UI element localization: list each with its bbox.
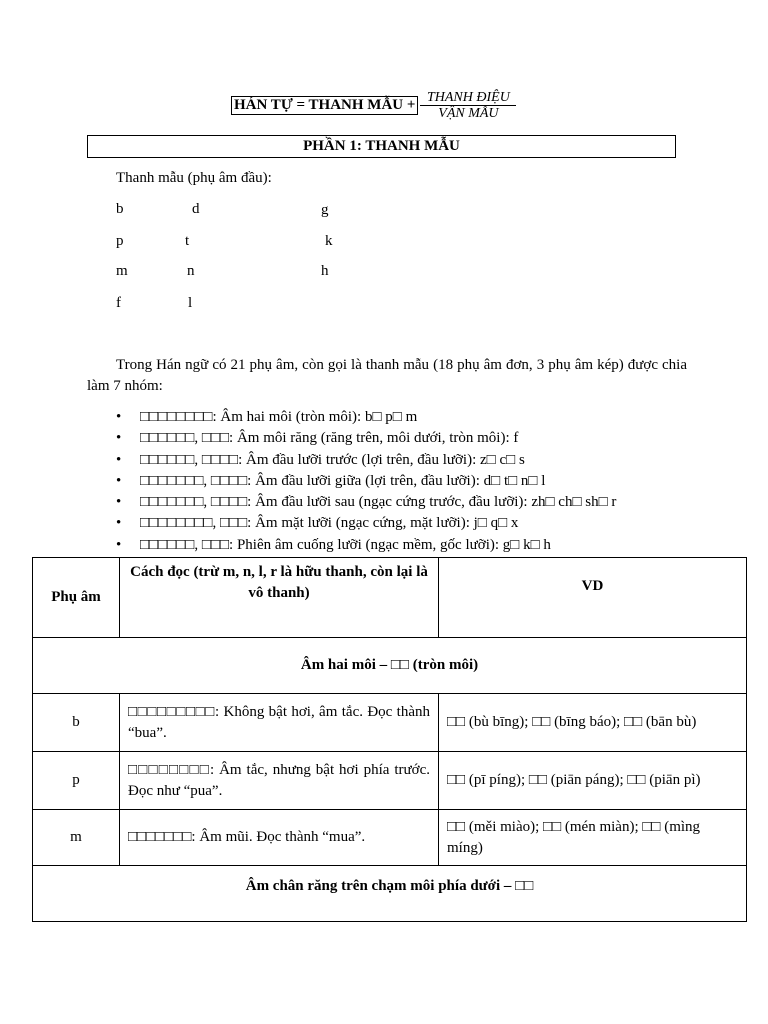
letter: b bbox=[116, 201, 124, 217]
formula-fraction bbox=[420, 90, 516, 121]
cell-letter: b bbox=[33, 694, 120, 752]
cell-description: □□□□□□□□: Âm tắc, nhưng bật hơi phía trước. Đọc như “pua”. bbox=[120, 752, 439, 810]
formula-lhs: HÁN TỰ = THANH MẪU + bbox=[231, 96, 418, 115]
section-title: PHẦN 1: THANH MẪU bbox=[87, 135, 676, 158]
group-row bbox=[33, 866, 747, 922]
letter: d bbox=[192, 201, 200, 217]
header-reading: Cách đọc (trừ m, n, l, r là hữu thanh, còn lại là vô thanh) bbox=[120, 558, 439, 638]
formula-denominator: VẬN MẪU bbox=[438, 105, 499, 121]
formula-numerator: THANH ĐIỆU bbox=[426, 89, 510, 105]
cell-example: □□ (bù bīng); □□ (bīng báo); □□ (bān bù) bbox=[439, 694, 747, 752]
list-item: • □□□□□□, □□□: Phiên âm cuống lưỡi (ngạc mềm, gốc lưỡi): g□ k□ h bbox=[110, 535, 616, 556]
group-row bbox=[33, 638, 747, 694]
cell-description: □□□□□□□□□: Không bật hơi, âm tắc. Đọc thành “bua”. bbox=[120, 694, 439, 752]
cell-example: □□ (pī píng); □□ (piān páng); □□ (piān pì) bbox=[439, 752, 747, 810]
list-item: • □□□□□□□, □□□□: Âm đầu lưỡi sau (ngạc cứng trước, đầu lưỡi): zh□ ch□ sh□ r bbox=[110, 492, 616, 513]
cell-letter: m bbox=[33, 810, 120, 866]
consonant-groups-list bbox=[110, 407, 616, 556]
formula bbox=[231, 88, 516, 122]
table-row bbox=[33, 694, 747, 752]
letter: k bbox=[325, 233, 333, 249]
letter: h bbox=[321, 263, 329, 279]
table-row bbox=[33, 752, 747, 810]
list-item: • □□□□□□□, □□□□: Âm đầu lưỡi giữa (lợi trên, đầu lưỡi): d□ t□ n□ l bbox=[110, 471, 616, 492]
cell-description: □□□□□□□: Âm mũi. Đọc thành “mua”. bbox=[120, 810, 439, 866]
list-item: • □□□□□□, □□□: Âm môi răng (răng trên, môi dưới, tròn môi): f bbox=[110, 428, 616, 449]
cell-letter: p bbox=[33, 752, 120, 810]
letter: m bbox=[116, 263, 128, 279]
group-title-bilabial: Âm hai môi – □□ (tròn môi) bbox=[33, 638, 747, 694]
letter: p bbox=[116, 233, 124, 249]
letter: g bbox=[321, 202, 329, 218]
table-header-row bbox=[33, 558, 747, 638]
consonant-table bbox=[32, 557, 747, 922]
list-item: • □□□□□□□□: Âm hai môi (tròn môi): b□ p□ m bbox=[110, 407, 616, 428]
header-consonant: Phụ âm bbox=[33, 558, 120, 638]
intro-paragraph bbox=[87, 355, 687, 397]
intro-label: Thanh mẫu (phụ âm đầu): bbox=[116, 170, 272, 186]
letter: t bbox=[185, 233, 190, 249]
header-example: VD bbox=[439, 558, 747, 638]
table-row bbox=[33, 810, 747, 866]
paragraph-text: Trong Hán ngữ có 21 phụ âm, còn gọi là thanh mẫu (18 phụ âm đơn, 3 phụ âm kép) được chia làm 7 nhóm: bbox=[87, 357, 687, 394]
list-item: • □□□□□□, □□□□: Âm đầu lưỡi trước (lợi trên, đầu lưỡi): z□ c□ s bbox=[110, 450, 616, 471]
list-item: • □□□□□□□□, □□□: Âm mặt lưỡi (ngạc cứng, mặt lưỡi): j□ q□ x bbox=[110, 513, 616, 534]
group-title-labiodental: Âm chân răng trên chạm môi phía dưới – □□ bbox=[33, 866, 747, 922]
letter: n bbox=[187, 263, 195, 279]
letter: f bbox=[116, 295, 121, 311]
cell-example: □□ (měi miào); □□ (mén miàn); □□ (mìng míng) bbox=[439, 810, 747, 866]
letter: l bbox=[188, 295, 193, 311]
